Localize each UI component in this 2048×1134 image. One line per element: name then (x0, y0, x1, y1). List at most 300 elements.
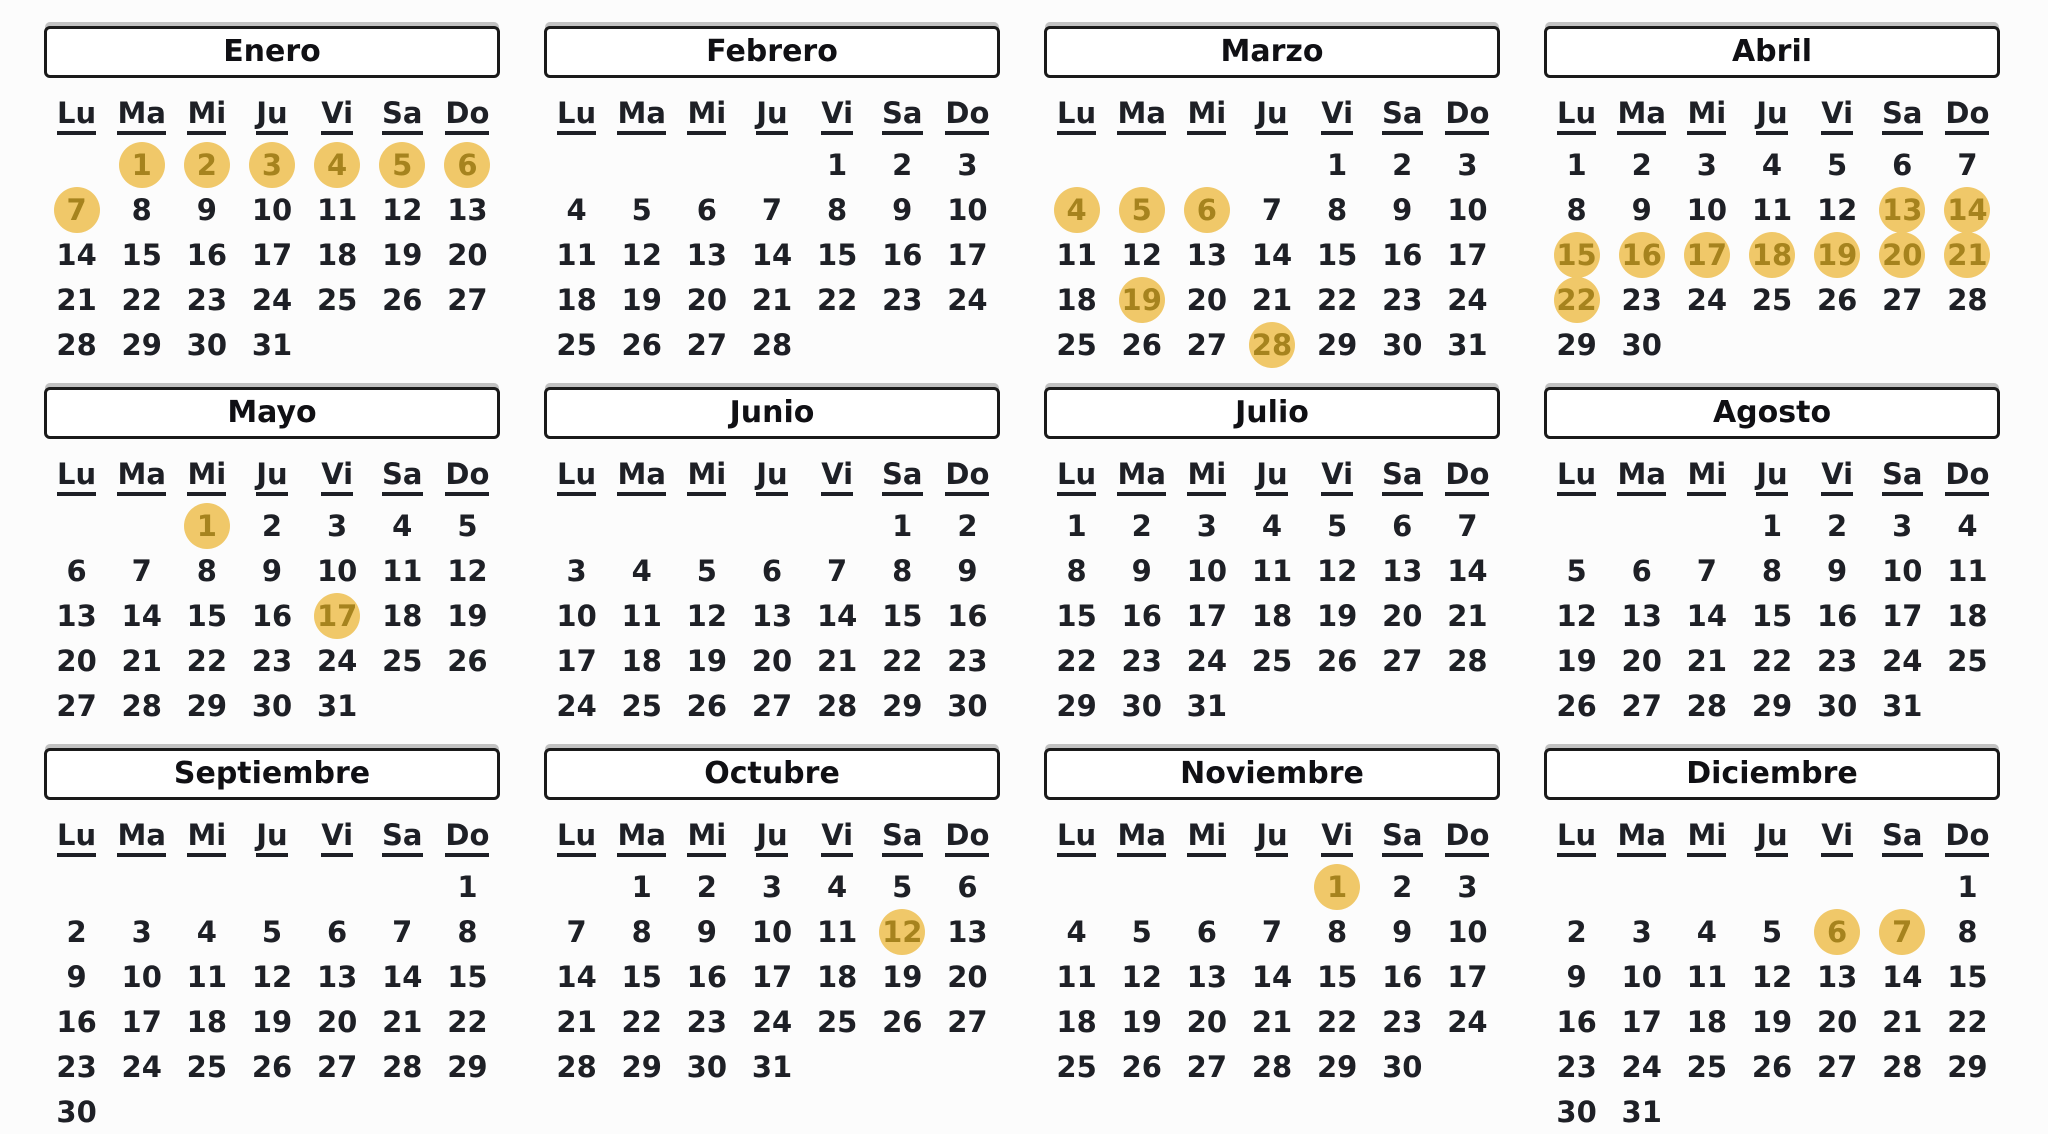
day-cell[interactable]: 20 (56, 643, 97, 678)
day-cell[interactable]: 3 (1457, 869, 1478, 904)
day-cell[interactable]: 25 (1056, 327, 1097, 362)
day-cell[interactable]: 17 (1882, 598, 1923, 633)
day-cell[interactable]: 7 (761, 192, 783, 227)
day-cell[interactable]: 29 (1316, 1049, 1358, 1084)
day-cell[interactable]: 24 (1447, 282, 1488, 317)
day-cell[interactable]: 11 (316, 192, 358, 227)
day-cell[interactable]: 30 (56, 1094, 97, 1129)
day-cell[interactable]: 26 (686, 688, 728, 723)
day-cell[interactable]: 26 (1751, 1049, 1793, 1084)
day-cell[interactable]: 15 (1316, 959, 1358, 994)
day-cell[interactable]: 30 (686, 1049, 728, 1084)
day-cell[interactable]: 7 (1957, 147, 1978, 182)
day-cell[interactable]: 26 (1816, 282, 1858, 317)
day-cell[interactable]: 3 (761, 869, 783, 904)
day-cell[interactable]: 29 (447, 1049, 488, 1084)
day-cell[interactable]: 6 (1196, 914, 1217, 949)
day-cell[interactable]: 2 (957, 508, 978, 543)
day-cell[interactable]: 22 (816, 282, 858, 317)
day-cell[interactable]: 25 (621, 688, 662, 723)
day-cell[interactable]: 15 (1316, 237, 1358, 272)
day-cell[interactable] (1544, 277, 1609, 322)
day-cell[interactable]: 28 (382, 1049, 423, 1084)
day-cell[interactable] (109, 142, 174, 187)
day-cell[interactable]: 20 (1621, 643, 1662, 678)
day-cell[interactable]: 24 (121, 1049, 162, 1084)
day-cell[interactable]: 2 (1392, 147, 1413, 182)
day-cell[interactable]: 21 (556, 1004, 597, 1039)
day-cell[interactable]: 11 (382, 553, 423, 588)
day-cell[interactable]: 13 (686, 237, 728, 272)
day-cell[interactable]: 28 (1882, 1049, 1923, 1084)
day-cell[interactable]: 23 (947, 643, 988, 678)
day-cell[interactable]: 4 (1761, 147, 1783, 182)
day-cell[interactable]: 6 (957, 869, 978, 904)
day-cell[interactable]: 27 (1882, 282, 1923, 317)
day-cell[interactable]: 26 (1121, 327, 1162, 362)
day-cell[interactable]: 27 (947, 1004, 988, 1039)
day-cell[interactable]: 6 (696, 192, 717, 227)
day-cell[interactable]: 31 (251, 327, 293, 362)
day-cell[interactable]: 9 (1827, 553, 1848, 588)
day-cell[interactable]: 22 (1316, 282, 1358, 317)
day-cell[interactable]: 6 (1392, 508, 1413, 543)
day-cell[interactable]: 15 (186, 598, 228, 633)
day-cell[interactable]: 9 (892, 192, 913, 227)
day-cell[interactable]: 22 (121, 282, 162, 317)
day-cell[interactable]: 31 (1447, 327, 1488, 362)
day-cell[interactable]: 26 (251, 1049, 293, 1084)
day-cell[interactable]: 4 (827, 869, 848, 904)
day-cell[interactable] (1544, 232, 1609, 277)
day-cell[interactable]: 4 (1696, 914, 1717, 949)
day-cell[interactable] (305, 142, 370, 187)
day-cell[interactable]: 30 (1382, 1049, 1423, 1084)
day-cell[interactable]: 13 (316, 959, 358, 994)
day-cell[interactable] (1609, 232, 1674, 277)
day-cell[interactable]: 29 (1751, 688, 1793, 723)
day-cell[interactable]: 18 (556, 282, 597, 317)
day-cell[interactable]: 24 (1621, 1049, 1662, 1084)
day-cell[interactable]: 30 (1121, 688, 1162, 723)
day-cell[interactable]: 15 (816, 237, 858, 272)
day-cell[interactable]: 14 (1251, 237, 1293, 272)
day-cell[interactable]: 28 (816, 688, 858, 723)
day-cell[interactable]: 22 (186, 643, 228, 678)
day-cell[interactable]: 22 (1947, 1004, 1988, 1039)
day-cell[interactable]: 30 (1556, 1094, 1597, 1129)
day-cell[interactable]: 9 (957, 553, 978, 588)
day-cell[interactable]: 18 (1947, 598, 1988, 633)
day-cell[interactable]: 6 (327, 914, 348, 949)
day-cell[interactable]: 17 (1447, 237, 1488, 272)
day-cell[interactable]: 24 (1186, 643, 1228, 678)
day-cell[interactable]: 23 (1621, 282, 1662, 317)
day-cell[interactable]: 8 (631, 914, 652, 949)
day-cell[interactable]: 4 (196, 914, 217, 949)
day-cell[interactable]: 31 (751, 1049, 793, 1084)
day-cell[interactable]: 28 (1447, 643, 1488, 678)
day-cell[interactable]: 7 (1457, 508, 1478, 543)
day-cell[interactable]: 29 (121, 327, 162, 362)
day-cell[interactable]: 10 (1186, 553, 1228, 588)
day-cell[interactable]: 3 (131, 914, 152, 949)
day-cell[interactable]: 1 (1957, 869, 1978, 904)
day-cell[interactable]: 14 (1251, 959, 1293, 994)
day-cell[interactable]: 2 (1827, 508, 1848, 543)
day-cell[interactable] (1870, 187, 1935, 232)
day-cell[interactable]: 29 (882, 688, 923, 723)
day-cell[interactable]: 12 (1751, 959, 1793, 994)
day-cell[interactable] (1044, 187, 1109, 232)
day-cell[interactable]: 8 (892, 553, 913, 588)
day-cell[interactable]: 3 (1631, 914, 1652, 949)
day-cell[interactable]: 7 (392, 914, 413, 949)
day-cell[interactable]: 13 (1186, 237, 1228, 272)
day-cell[interactable]: 16 (56, 1004, 97, 1039)
day-cell[interactable]: 16 (882, 237, 923, 272)
day-cell[interactable]: 24 (556, 688, 597, 723)
day-cell[interactable]: 26 (382, 282, 423, 317)
day-cell[interactable]: 27 (56, 688, 97, 723)
day-cell[interactable] (1109, 277, 1174, 322)
day-cell[interactable]: 15 (121, 237, 162, 272)
day-cell[interactable]: 6 (66, 553, 87, 588)
day-cell[interactable] (44, 187, 109, 232)
day-cell[interactable] (1174, 187, 1239, 232)
day-cell[interactable]: 20 (316, 1004, 358, 1039)
day-cell[interactable] (174, 503, 239, 548)
day-cell[interactable]: 12 (382, 192, 423, 227)
day-cell[interactable]: 18 (1686, 1004, 1728, 1039)
day-cell[interactable]: 8 (1327, 192, 1348, 227)
day-cell[interactable]: 11 (1947, 553, 1988, 588)
day-cell[interactable]: 12 (1816, 192, 1858, 227)
day-cell[interactable]: 14 (556, 959, 597, 994)
day-cell[interactable]: 21 (1251, 282, 1293, 317)
day-cell[interactable]: 24 (1447, 1004, 1488, 1039)
day-cell[interactable]: 22 (1316, 1004, 1358, 1039)
day-cell[interactable]: 9 (196, 192, 217, 227)
day-cell[interactable]: 10 (947, 192, 988, 227)
day-cell[interactable]: 14 (751, 237, 793, 272)
day-cell[interactable]: 20 (751, 643, 793, 678)
day-cell[interactable]: 7 (566, 914, 587, 949)
day-cell[interactable]: 10 (1447, 192, 1488, 227)
day-cell[interactable] (1109, 187, 1174, 232)
day-cell[interactable]: 30 (947, 688, 988, 723)
day-cell[interactable]: 16 (186, 237, 228, 272)
day-cell[interactable]: 26 (1121, 1049, 1162, 1084)
day-cell[interactable]: 4 (1261, 508, 1283, 543)
day-cell[interactable]: 10 (751, 914, 793, 949)
day-cell[interactable]: 16 (1556, 1004, 1597, 1039)
day-cell[interactable]: 18 (382, 598, 423, 633)
day-cell[interactable]: 5 (1327, 508, 1348, 543)
day-cell[interactable]: 23 (1382, 1004, 1423, 1039)
day-cell[interactable]: 14 (1686, 598, 1728, 633)
day-cell[interactable]: 27 (447, 282, 488, 317)
day-cell[interactable]: 1 (892, 508, 913, 543)
day-cell[interactable]: 25 (556, 327, 597, 362)
day-cell[interactable] (1674, 232, 1739, 277)
day-cell[interactable]: 20 (1186, 1004, 1228, 1039)
day-cell[interactable]: 11 (1251, 553, 1293, 588)
day-cell[interactable] (1805, 909, 1870, 954)
day-cell[interactable]: 8 (827, 192, 848, 227)
day-cell[interactable]: 23 (882, 282, 923, 317)
day-cell[interactable]: 4 (566, 192, 587, 227)
day-cell[interactable]: 2 (1392, 869, 1413, 904)
day-cell[interactable]: 25 (1686, 1049, 1728, 1084)
day-cell[interactable]: 13 (751, 598, 793, 633)
day-cell[interactable] (1305, 864, 1370, 909)
day-cell[interactable]: 6 (1631, 553, 1652, 588)
day-cell[interactable]: 28 (1251, 1049, 1293, 1084)
day-cell[interactable]: 11 (556, 237, 597, 272)
day-cell[interactable]: 13 (1621, 598, 1662, 633)
day-cell[interactable]: 2 (1566, 914, 1587, 949)
day-cell[interactable]: 9 (1631, 192, 1652, 227)
day-cell[interactable]: 21 (1686, 643, 1728, 678)
day-cell[interactable]: 13 (1816, 959, 1858, 994)
day-cell[interactable]: 13 (56, 598, 97, 633)
day-cell[interactable]: 12 (686, 598, 728, 633)
day-cell[interactable]: 27 (686, 327, 728, 362)
day-cell[interactable]: 27 (1621, 688, 1662, 723)
day-cell[interactable]: 9 (1392, 192, 1413, 227)
day-cell[interactable]: 15 (621, 959, 662, 994)
day-cell[interactable]: 2 (66, 914, 87, 949)
day-cell[interactable]: 11 (1056, 959, 1097, 994)
day-cell[interactable]: 24 (751, 1004, 793, 1039)
day-cell[interactable]: 28 (1686, 688, 1728, 723)
day-cell[interactable]: 5 (1131, 914, 1152, 949)
day-cell[interactable]: 21 (1251, 1004, 1293, 1039)
day-cell[interactable]: 3 (1196, 508, 1217, 543)
day-cell[interactable]: 14 (56, 237, 97, 272)
day-cell[interactable]: 4 (1957, 508, 1978, 543)
day-cell[interactable]: 19 (621, 282, 662, 317)
day-cell[interactable]: 30 (251, 688, 293, 723)
day-cell[interactable]: 22 (1751, 643, 1793, 678)
day-cell[interactable]: 25 (316, 282, 358, 317)
day-cell[interactable]: 18 (816, 959, 858, 994)
day-cell[interactable]: 28 (751, 327, 793, 362)
day-cell[interactable]: 7 (131, 553, 152, 588)
day-cell[interactable]: 8 (1327, 914, 1348, 949)
day-cell[interactable]: 22 (882, 643, 923, 678)
day-cell[interactable]: 1 (631, 869, 652, 904)
day-cell[interactable]: 9 (696, 914, 717, 949)
day-cell[interactable]: 1 (1566, 147, 1587, 182)
day-cell[interactable]: 18 (1056, 282, 1097, 317)
day-cell[interactable]: 21 (1447, 598, 1488, 633)
day-cell[interactable]: 5 (892, 869, 913, 904)
day-cell[interactable]: 24 (1882, 643, 1923, 678)
day-cell[interactable]: 12 (621, 237, 662, 272)
day-cell[interactable] (1870, 232, 1935, 277)
day-cell[interactable]: 11 (186, 959, 228, 994)
day-cell[interactable]: 6 (761, 553, 783, 588)
day-cell[interactable]: 5 (631, 192, 652, 227)
day-cell[interactable]: 13 (1382, 553, 1423, 588)
day-cell[interactable]: 31 (1621, 1094, 1662, 1129)
day-cell[interactable]: 5 (1566, 553, 1587, 588)
day-cell[interactable]: 20 (1382, 598, 1423, 633)
day-cell[interactable]: 10 (251, 192, 293, 227)
day-cell[interactable]: 19 (1751, 1004, 1793, 1039)
day-cell[interactable] (1739, 232, 1804, 277)
day-cell[interactable] (870, 909, 935, 954)
day-cell[interactable]: 23 (1816, 643, 1858, 678)
day-cell[interactable]: 23 (1556, 1049, 1597, 1084)
day-cell[interactable]: 12 (251, 959, 293, 994)
day-cell[interactable]: 10 (1447, 914, 1488, 949)
day-cell[interactable]: 5 (696, 553, 717, 588)
day-cell[interactable]: 1 (827, 147, 848, 182)
day-cell[interactable]: 1 (1327, 147, 1348, 182)
day-cell[interactable]: 27 (751, 688, 793, 723)
day-cell[interactable]: 22 (447, 1004, 488, 1039)
day-cell[interactable]: 19 (882, 959, 923, 994)
day-cell[interactable]: 24 (251, 282, 293, 317)
day-cell[interactable]: 3 (1457, 147, 1478, 182)
day-cell[interactable]: 2 (1631, 147, 1652, 182)
day-cell[interactable]: 5 (457, 508, 478, 543)
day-cell[interactable]: 12 (1121, 959, 1162, 994)
day-cell[interactable]: 5 (1761, 914, 1783, 949)
day-cell[interactable]: 28 (121, 688, 162, 723)
day-cell[interactable]: 12 (447, 553, 488, 588)
day-cell[interactable]: 30 (1621, 327, 1662, 362)
day-cell[interactable] (239, 142, 304, 187)
day-cell[interactable] (305, 593, 370, 638)
day-cell[interactable]: 17 (947, 237, 988, 272)
day-cell[interactable]: 18 (186, 1004, 228, 1039)
day-cell[interactable]: 10 (316, 553, 358, 588)
day-cell[interactable]: 18 (316, 237, 358, 272)
day-cell[interactable]: 19 (1316, 598, 1358, 633)
day-cell[interactable]: 8 (1566, 192, 1587, 227)
day-cell[interactable]: 22 (1056, 643, 1097, 678)
day-cell[interactable]: 21 (816, 643, 858, 678)
day-cell[interactable]: 14 (382, 959, 423, 994)
day-cell[interactable]: 17 (1621, 1004, 1662, 1039)
day-cell[interactable]: 20 (447, 237, 488, 272)
day-cell[interactable]: 18 (1056, 1004, 1097, 1039)
day-cell[interactable]: 2 (1131, 508, 1152, 543)
day-cell[interactable]: 11 (1056, 237, 1097, 272)
day-cell[interactable]: 15 (882, 598, 923, 633)
day-cell[interactable]: 3 (566, 553, 587, 588)
day-cell[interactable]: 18 (1251, 598, 1293, 633)
day-cell[interactable]: 21 (382, 1004, 423, 1039)
day-cell[interactable]: 16 (1121, 598, 1162, 633)
day-cell[interactable]: 16 (1382, 959, 1423, 994)
day-cell[interactable]: 13 (1186, 959, 1228, 994)
day-cell[interactable]: 25 (1251, 643, 1293, 678)
day-cell[interactable]: 10 (1882, 553, 1923, 588)
day-cell[interactable]: 23 (186, 282, 228, 317)
day-cell[interactable]: 10 (1621, 959, 1662, 994)
day-cell[interactable]: 19 (1121, 1004, 1162, 1039)
day-cell[interactable]: 16 (251, 598, 293, 633)
day-cell[interactable]: 20 (947, 959, 988, 994)
day-cell[interactable]: 29 (186, 688, 228, 723)
day-cell[interactable]: 2 (892, 147, 913, 182)
day-cell[interactable]: 25 (1947, 643, 1988, 678)
day-cell[interactable]: 13 (947, 914, 988, 949)
day-cell[interactable]: 18 (621, 643, 662, 678)
day-cell[interactable]: 6 (1892, 147, 1913, 182)
day-cell[interactable]: 1 (1066, 508, 1087, 543)
day-cell[interactable]: 23 (1121, 643, 1162, 678)
day-cell[interactable]: 8 (196, 553, 217, 588)
day-cell[interactable]: 26 (1556, 688, 1597, 723)
day-cell[interactable]: 20 (1816, 1004, 1858, 1039)
day-cell[interactable]: 7 (827, 553, 848, 588)
day-cell[interactable]: 17 (251, 237, 293, 272)
day-cell[interactable]: 20 (686, 282, 728, 317)
day-cell[interactable] (1870, 909, 1935, 954)
day-cell[interactable]: 2 (261, 508, 283, 543)
day-cell[interactable]: 25 (186, 1049, 228, 1084)
day-cell[interactable]: 21 (1882, 1004, 1923, 1039)
day-cell[interactable]: 26 (447, 643, 488, 678)
day-cell[interactable]: 27 (1186, 1049, 1228, 1084)
day-cell[interactable]: 9 (1566, 959, 1587, 994)
day-cell[interactable]: 25 (382, 643, 423, 678)
day-cell[interactable]: 27 (316, 1049, 358, 1084)
day-cell[interactable]: 30 (186, 327, 228, 362)
day-cell[interactable]: 26 (882, 1004, 923, 1039)
day-cell[interactable]: 11 (816, 914, 858, 949)
day-cell[interactable]: 15 (1751, 598, 1793, 633)
day-cell[interactable]: 1 (457, 869, 478, 904)
day-cell[interactable]: 11 (1751, 192, 1793, 227)
day-cell[interactable]: 16 (947, 598, 988, 633)
day-cell[interactable]: 27 (1186, 327, 1228, 362)
day-cell[interactable]: 4 (631, 553, 652, 588)
day-cell[interactable]: 3 (1892, 508, 1913, 543)
day-cell[interactable]: 27 (1816, 1049, 1858, 1084)
day-cell[interactable]: 9 (261, 553, 283, 588)
day-cell[interactable]: 2 (696, 869, 717, 904)
day-cell[interactable]: 28 (56, 327, 97, 362)
day-cell[interactable]: 19 (686, 643, 728, 678)
day-cell[interactable]: 19 (1556, 643, 1597, 678)
day-cell[interactable]: 9 (1392, 914, 1413, 949)
day-cell[interactable]: 13 (447, 192, 488, 227)
day-cell[interactable]: 21 (121, 643, 162, 678)
day-cell[interactable]: 9 (66, 959, 87, 994)
day-cell[interactable]: 4 (1066, 914, 1087, 949)
day-cell[interactable]: 11 (1686, 959, 1728, 994)
day-cell[interactable]: 25 (816, 1004, 858, 1039)
day-cell[interactable]: 9 (1131, 553, 1152, 588)
day-cell[interactable]: 21 (56, 282, 97, 317)
day-cell[interactable]: 27 (1382, 643, 1423, 678)
day-cell[interactable] (435, 142, 500, 187)
day-cell[interactable]: 1 (1761, 508, 1783, 543)
day-cell[interactable]: 25 (1751, 282, 1793, 317)
day-cell[interactable]: 19 (382, 237, 423, 272)
day-cell[interactable]: 10 (1686, 192, 1728, 227)
day-cell[interactable]: 31 (1186, 688, 1228, 723)
day-cell[interactable]: 20 (1186, 282, 1228, 317)
day-cell[interactable]: 29 (621, 1049, 662, 1084)
